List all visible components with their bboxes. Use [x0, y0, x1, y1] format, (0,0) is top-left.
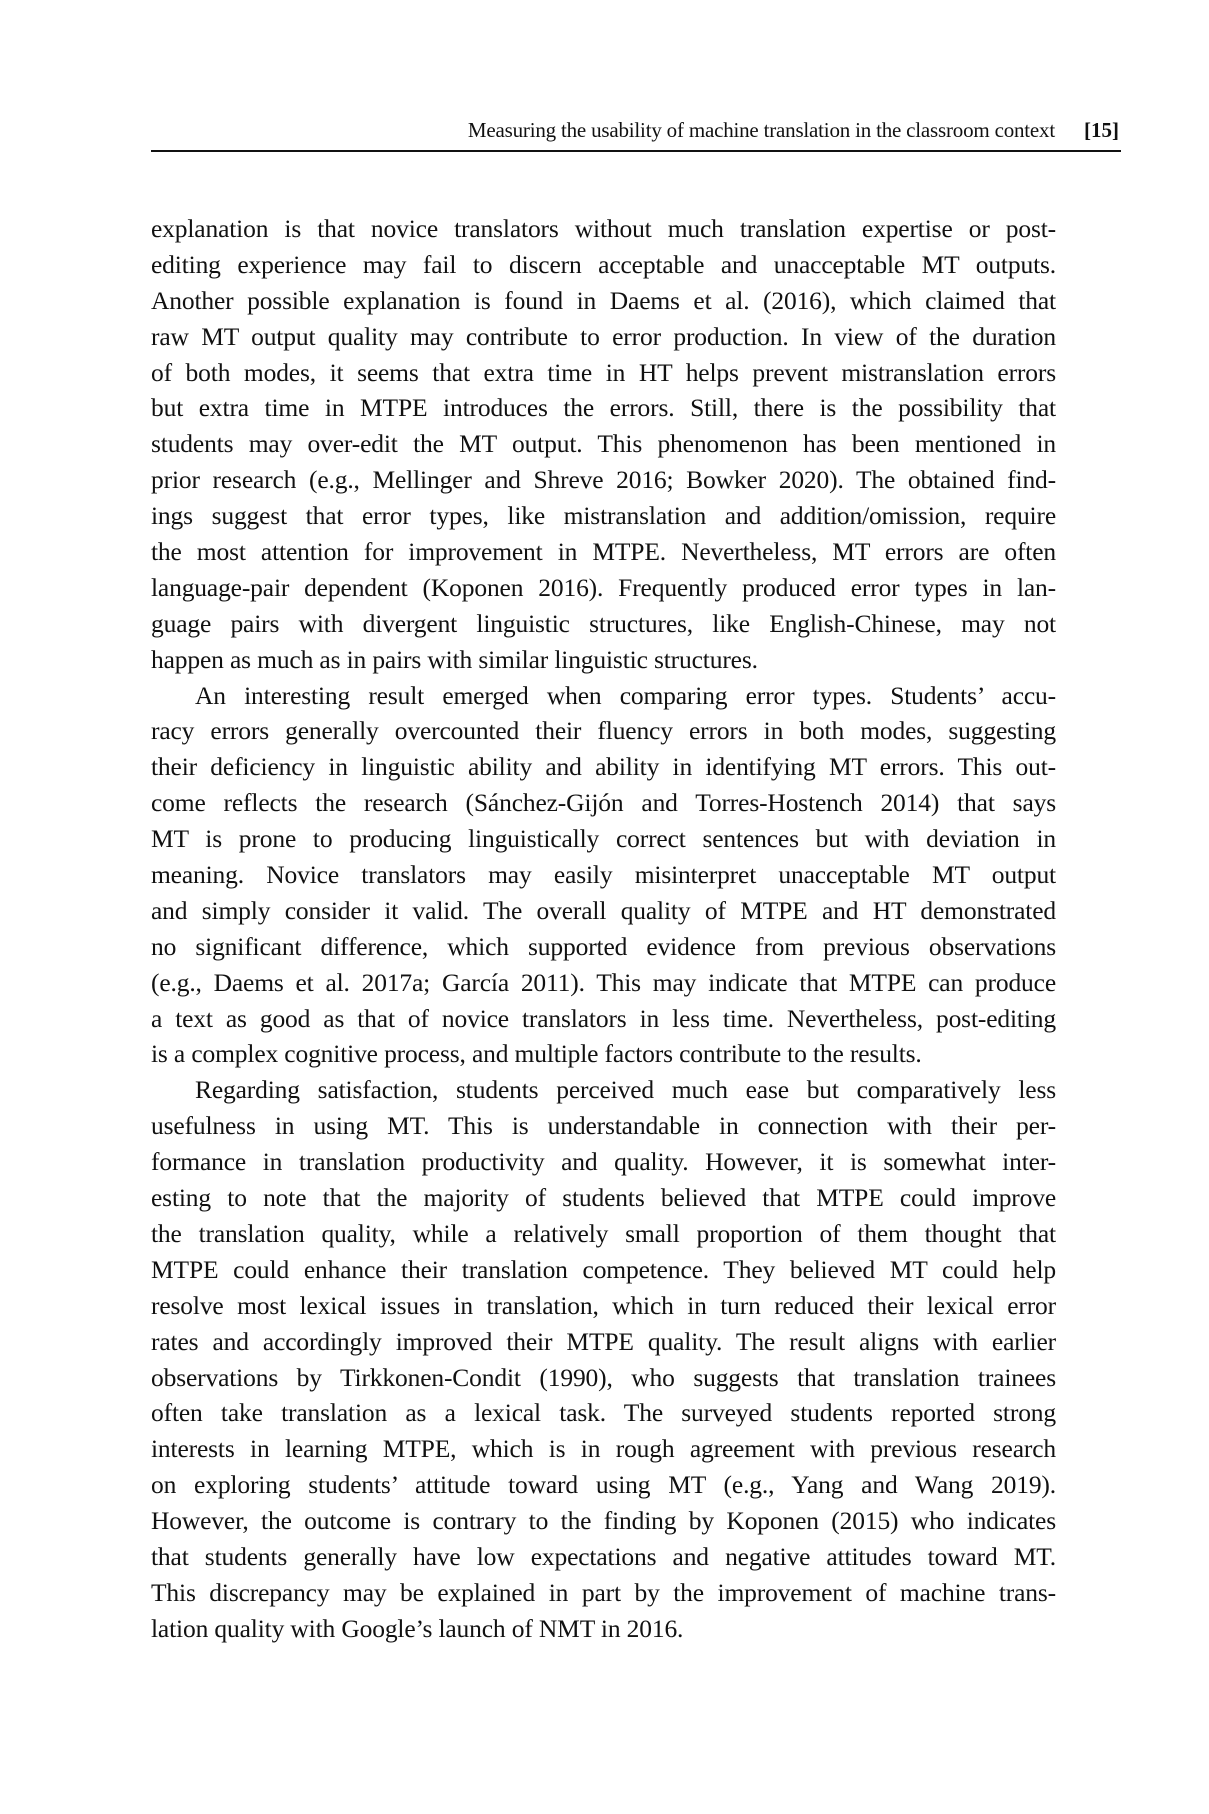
- text-line: that students generally have low expectations and negative attitudes toward MT.: [151, 1541, 1056, 1571]
- running-title: Measuring the usability of machine translation in the classroom context: [467, 118, 1055, 142]
- text-line: MTPE could enhance their translation competence. They believed MT could help: [151, 1254, 1056, 1284]
- text-line: of both modes, it seems that extra time in HT helps prevent mistranslation errors: [151, 357, 1056, 387]
- text-line: editing experience may fail to discern acceptable and unacceptable MT outputs.: [151, 249, 1056, 279]
- text-line: explanation is that novice translators without much translation expertise or post-: [151, 214, 1056, 243]
- text-line: and simply consider it valid. The overall quality of MTPE and HT demonstrated: [151, 895, 1056, 925]
- text-line: ings suggest that error types, like mistranslation and addition/omission, require: [151, 501, 1056, 531]
- text-line: usefulness in using MT. This is understandable in connection with their per-: [151, 1111, 1056, 1141]
- text-line: the most attention for improvement in MTPE. Nevertheless, MT errors are often: [151, 537, 1056, 567]
- text-line: racy errors generally overcounted their fluency errors in both modes, suggesting: [151, 716, 1056, 746]
- text-line: language-pair dependent (Koponen 2016). Frequently produced error types in lan-: [151, 572, 1056, 602]
- text-line: MT is prone to producing linguistically correct sentences but with deviation in: [151, 824, 1056, 854]
- text-line: guage pairs with divergent linguistic structures, like English-Chinese, may not: [151, 608, 1056, 638]
- text-line: formance in translation productivity and quality. However, it is somewhat inter-: [151, 1147, 1056, 1177]
- text-line: However, the outcome is contrary to the finding by Koponen (2015) who indicates: [151, 1506, 1056, 1536]
- text-line: meaning. Novice translators may easily misinterpret unacceptable MT output: [151, 860, 1056, 890]
- text-line: prior research (e.g., Mellinger and Shreve 2016; Bowker 2020). The obtained find-: [151, 465, 1056, 495]
- paragraph: [151, 211, 1056, 678]
- page-number: [15]: [1084, 118, 1119, 142]
- text-line: rates and accordingly improved their MTPE quality. The result aligns with earlier: [151, 1326, 1056, 1356]
- text-line: on exploring students’ attitude toward using MT (e.g., Yang and Wang 2019).: [151, 1470, 1056, 1500]
- text-line: An interesting result emerged when comparing error types. Students’ accu-: [195, 680, 1056, 710]
- text-line: interests in learning MTPE, which is in rough agreement with previous research: [151, 1434, 1056, 1464]
- text-line: but extra time in MTPE introduces the errors. Still, there is the possibility that: [151, 393, 1056, 423]
- text-line: raw MT output quality may contribute to error production. In view of the duration: [151, 321, 1056, 351]
- text-line: often take translation as a lexical task. The surveyed students reported strong: [151, 1398, 1056, 1428]
- text-line: their deficiency in linguistic ability and ability in identifying MT errors. This out-: [151, 752, 1056, 782]
- text-line: resolve most lexical issues in translation, which in turn reduced their lexical error: [151, 1290, 1056, 1320]
- paragraph: [151, 678, 1056, 1073]
- text-line: observations by Tirkkonen-Condit (1990), who suggests that translation trainees: [151, 1362, 1056, 1392]
- paragraph: [151, 1072, 1056, 1646]
- text-line: come reflects the research (Sánchez-Gijón and Torres-Hostench 2014) that says: [151, 788, 1056, 818]
- text-line: students may over-edit the MT output. This phenomenon has been mentioned in: [151, 429, 1056, 459]
- text-line: This discrepancy may be explained in part by the improvement of machine trans-: [151, 1577, 1056, 1607]
- text-line: happen as much as in pairs with similar linguistic structures.: [151, 644, 758, 674]
- text-line: Another possible explanation is found in Daems et al. (2016), which claimed that: [151, 285, 1056, 315]
- text-line: esting to note that the majority of students believed that MTPE could improve: [151, 1183, 1056, 1213]
- text-line: (e.g., Daems et al. 2017a; García 2011). This may indicate that MTPE can produce: [151, 967, 1056, 997]
- text-line: the translation quality, while a relatively small proportion of them thought that: [151, 1218, 1056, 1248]
- body-text: [151, 211, 1056, 1647]
- running-header: [151, 116, 1121, 152]
- text-line: a text as good as that of novice translators in less time. Nevertheless, post-editing: [151, 1003, 1056, 1033]
- text-line: is a complex cognitive process, and multiple factors contribute to the results.: [151, 1039, 922, 1069]
- text-line: lation quality with Google’s launch of NMT in 2016.: [151, 1613, 684, 1643]
- text-line: no significant difference, which supported evidence from previous observations: [151, 931, 1056, 961]
- text-line: Regarding satisfaction, students perceived much ease but comparatively less: [195, 1075, 1056, 1105]
